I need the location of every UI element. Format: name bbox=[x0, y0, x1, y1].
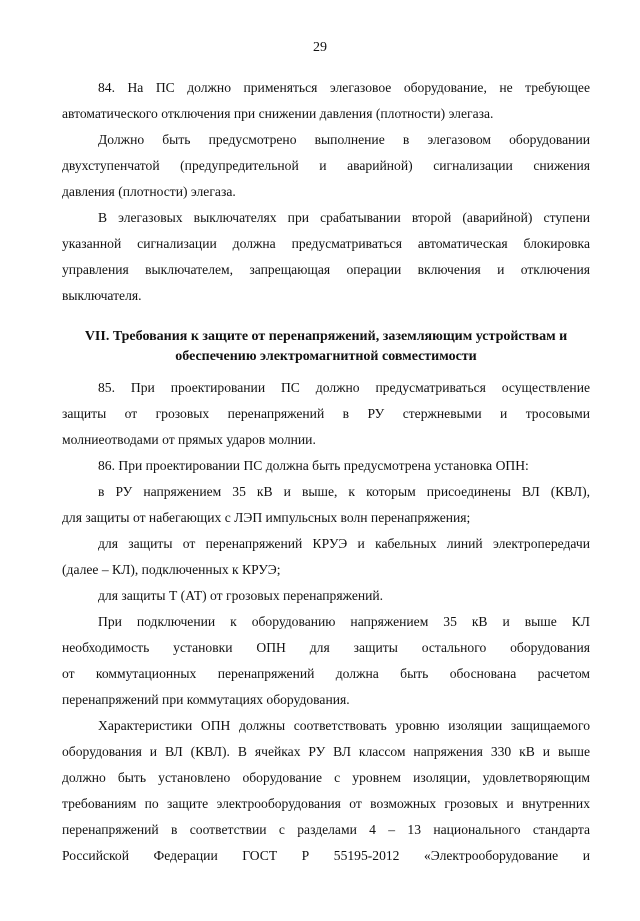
paragraph-line: Характеристики ОПН должны соответствовать уровню изоляции защищаемого bbox=[98, 718, 590, 733]
paragraph-line: для защиты Т (АТ) от грозовых перенапряжений. bbox=[98, 588, 384, 603]
paragraph-line: перенапряжений при коммутациях оборудования. bbox=[62, 692, 350, 707]
paragraph-line: указанной сигнализации должна предусматриваться автоматическая блокировка bbox=[62, 236, 590, 251]
spacer bbox=[62, 309, 590, 327]
section-heading bbox=[62, 327, 590, 367]
document-body bbox=[62, 75, 590, 869]
spacer bbox=[62, 367, 590, 375]
section-heading-line-1: VII. Требования к защите от перенапряжений, заземляющим устройствам и bbox=[84, 329, 568, 344]
paragraph bbox=[62, 531, 590, 583]
paragraph bbox=[62, 609, 590, 713]
paragraph-line: для защиты от набегающих с ЛЭП импульсных волн перенапряжения; bbox=[62, 510, 471, 525]
paragraph-line: должно быть установлено оборудование с уровнем изоляции, удовлетворяющим bbox=[62, 770, 590, 785]
paragraph-line: 85. При проектировании ПС должно предусматриваться осуществление bbox=[98, 380, 590, 395]
page-number: 29 bbox=[313, 40, 327, 55]
paragraph bbox=[62, 205, 590, 309]
paragraph bbox=[62, 713, 590, 869]
paragraphs-before-heading bbox=[62, 75, 590, 309]
paragraph-line: 86. При проектировании ПС должна быть предусмотрена установка ОПН: bbox=[98, 458, 529, 473]
paragraph-line: давления (плотности) элегаза. bbox=[62, 184, 236, 199]
paragraph bbox=[62, 127, 590, 205]
paragraph bbox=[62, 375, 590, 453]
paragraph-line: выключателя. bbox=[62, 288, 142, 303]
paragraph-line: Российской Федерации ГОСТ Р 55195-2012 «Электрооборудование и bbox=[62, 848, 590, 863]
paragraph-line: для защиты от перенапряжений КРУЭ и кабельных линий электропередачи bbox=[98, 536, 590, 551]
paragraph bbox=[62, 453, 590, 531]
paragraph-line: перенапряжений в соответствии с разделами 4 – 13 национального стандарта bbox=[62, 822, 590, 837]
paragraph-line: В элегазовых выключателях при срабатывании второй (аварийной) ступени bbox=[98, 210, 590, 225]
paragraph bbox=[62, 583, 590, 609]
paragraph-line: двухступенчатой (предупредительной и аварийной) сигнализации снижения bbox=[62, 158, 590, 173]
paragraph-line: оборудования и ВЛ (КВЛ). В ячейках РУ ВЛ классом напряжения 330 кВ и выше bbox=[62, 744, 590, 759]
paragraph bbox=[62, 75, 590, 127]
paragraph-line: в РУ напряжением 35 кВ и выше, к которым присоединены ВЛ (КВЛ), bbox=[98, 484, 590, 499]
paragraph-line: необходимость установки ОПН для защиты остального оборудования bbox=[62, 640, 590, 655]
paragraph-line: защиты от грозовых перенапряжений в РУ стержневыми и тросовыми bbox=[62, 406, 590, 421]
section-heading-line-2: обеспечению электромагнитной совместимости bbox=[175, 349, 477, 364]
paragraph-line: При подключении к оборудованию напряжением 35 кВ и выше КЛ bbox=[98, 614, 590, 629]
paragraph-line: Должно быть предусмотрено выполнение в элегазовом оборудовании bbox=[98, 132, 590, 147]
paragraph-line: управления выключателем, запрещающая операции включения и отключения bbox=[62, 262, 590, 277]
paragraph-line: молниеотводами от прямых ударов молнии. bbox=[62, 432, 316, 447]
paragraph-line: (далее – КЛ), подключенных к КРУЭ; bbox=[62, 562, 281, 577]
paragraphs-after-heading bbox=[62, 375, 590, 869]
paragraph-line: требованиям по защите электрооборудования от возможных грозовых и внутренних bbox=[62, 796, 590, 811]
paragraph-line: автоматического отключения при снижении давления (плотности) элегаза. bbox=[62, 106, 494, 121]
paragraph-line: от коммутационных перенапряжений должна быть обоснована расчетом bbox=[62, 666, 590, 681]
paragraph-line: 84. На ПС должно применяться элегазовое оборудование, не требующее bbox=[98, 80, 590, 95]
